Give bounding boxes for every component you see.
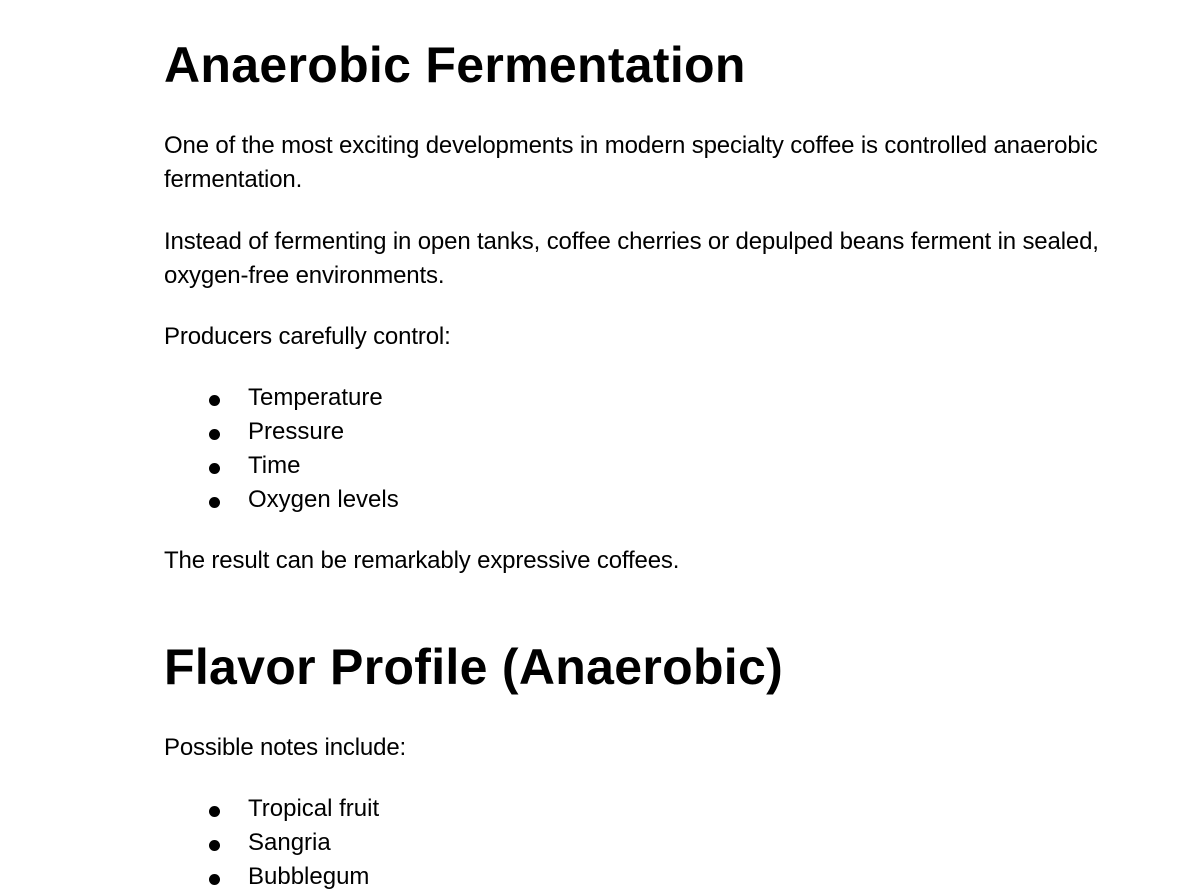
list-item: Pressure: [164, 415, 399, 449]
paragraph-controls-intro: Producers carefully control:: [164, 323, 451, 350]
list-item: Temperature: [164, 381, 399, 415]
list-item: Sangria: [164, 826, 379, 860]
bullet-icon: [209, 874, 220, 885]
list-item: Bubblegum: [164, 860, 379, 889]
bullet-icon: [209, 497, 220, 508]
section-heading-flavor-profile: Flavor Profile (Anaerobic): [164, 639, 784, 695]
paragraph-notes-intro: Possible notes include:: [164, 734, 407, 761]
section-heading-anaerobic-fermentation: Anaerobic Fermentation: [164, 37, 746, 93]
list-item: Time: [164, 449, 399, 483]
controls-list: [164, 381, 399, 517]
paragraph-result: The result can be remarkably expressive coffees.: [164, 547, 680, 574]
bullet-icon: [209, 463, 220, 474]
bullet-icon: [209, 429, 220, 440]
list-item: Tropical fruit: [164, 792, 379, 826]
paragraph-sealed-environment: Instead of fermenting in open tanks, coffee cherries or depulped beans ferment in sealed, oxygen-free environments.: [164, 228, 1099, 289]
notes-list: [164, 792, 379, 889]
bullet-icon: [209, 840, 220, 851]
list-item: Oxygen levels: [164, 483, 399, 517]
paragraph-intro: One of the most exciting developments in modern specialty coffee is controlled anaerobic fermentation.: [164, 132, 1098, 193]
bullet-icon: [209, 395, 220, 406]
bullet-icon: [209, 806, 220, 817]
